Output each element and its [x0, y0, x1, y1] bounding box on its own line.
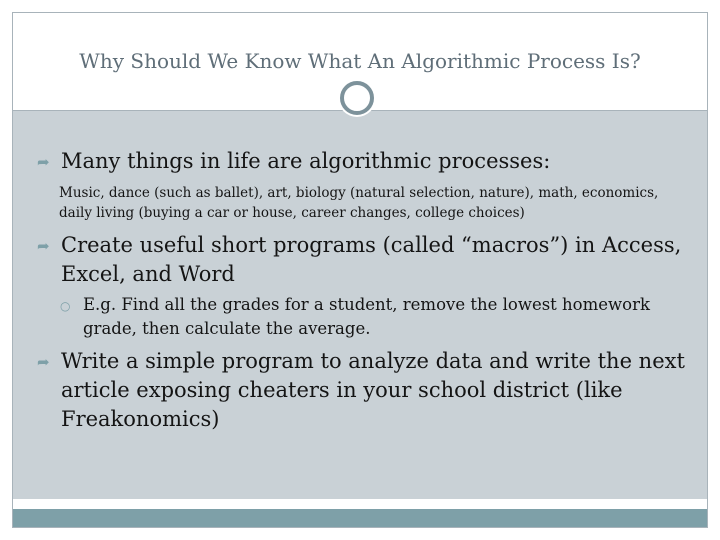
bullet-arrow-icon: ➦ [37, 353, 50, 371]
bullet-item-5 [37, 347, 687, 434]
bullet-circle-icon: ○ [60, 299, 71, 313]
circle-ornament-icon [340, 81, 374, 115]
bullet-text: Music, dance (such as ballet), art, biology (natural selection, nature), math, economics, daily living (buying a car or house, career changes, college choices) [59, 185, 659, 221]
slide [12, 12, 708, 528]
bullet-item-2 [59, 183, 689, 223]
bullet-text: Create useful short programs (called “macros”) in Access, Excel, and Word [61, 233, 682, 286]
bullet-arrow-icon: ➦ [37, 237, 50, 255]
bullet-text: Write a simple program to analyze data and write the next article exposing cheaters in your school district (like Freakonomics) [61, 349, 685, 431]
bullet-item-4 [60, 293, 683, 341]
bullet-text: E.g. Find all the grades for a student, remove the lowest homework grade, then calculate the average. [83, 295, 650, 338]
bullet-item-3 [37, 231, 687, 289]
bullet-text: Many things in life are algorithmic processes: [61, 149, 551, 173]
bullet-arrow-icon: ➦ [37, 153, 50, 171]
footer-bar [13, 509, 707, 527]
bullet-item-1 [37, 147, 681, 176]
content-area [13, 111, 707, 499]
slide-title: Why Should We Know What An Algorithmic Process Is? [79, 49, 641, 73]
